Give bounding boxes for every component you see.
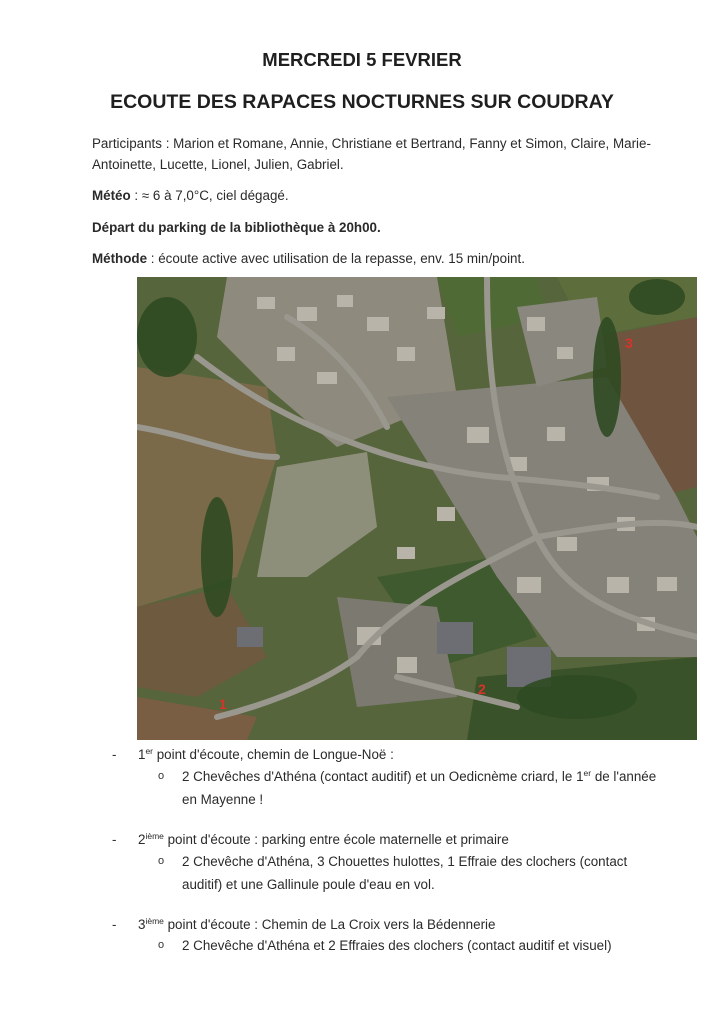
point-1-title: 1er point d'écoute, chemin de Longue-Noë :: [138, 746, 394, 762]
report-date: MERCREDI 5 FEVRIER: [262, 49, 462, 70]
meteo-paragraph: [92, 185, 672, 206]
meteo-label: Météo: [92, 188, 131, 203]
list-dash-1: -: [112, 747, 117, 762]
methode-paragraph: [92, 248, 672, 269]
list-circle-1: o: [158, 770, 165, 782]
map-marker-3: 3: [625, 335, 633, 351]
participants-label: Participants: [92, 136, 162, 151]
point-3-detail: 2 Chevêche d'Athéna et 2 Effraies des clochers (contact auditif et visuel): [182, 938, 612, 953]
depart-paragraph: Départ du parking de la bibliothèque à 20h00.: [92, 220, 381, 235]
methode-label: Méthode: [92, 251, 148, 266]
map-marker-2: 2: [478, 681, 486, 697]
meteo-text: : ≈ 6 à 7,0°C, ciel dégagé.: [130, 188, 289, 203]
point-2-title: 2ième point d'écoute : parking entre école maternelle et primaire: [138, 831, 509, 847]
point-2-detail: 2 Chevêche d'Athéna, 3 Chouettes hulottes, 1 Effraie des clochers (contact auditif) et une Gallinule poule d'eau en vol.: [182, 854, 628, 892]
list-circle-2: o: [158, 855, 165, 867]
report-title: ECOUTE DES RAPACES NOCTURNES SUR COUDRAY: [110, 91, 614, 113]
point-1-detail: 2 Chevêches d'Athéna (contact auditif) et un Oedicnème criard, le 1er de l'année en Mayenne !: [182, 768, 657, 807]
point-3-title: 3ième point d'écoute : Chemin de La Croix vers la Bédennerie: [138, 916, 496, 932]
list-circle-3: o: [158, 939, 165, 951]
methode-text: : écoute active avec utilisation de la repasse, env. 15 min/point.: [147, 251, 525, 266]
list-dash-3: -: [112, 917, 117, 932]
participants-paragraph: [92, 133, 672, 175]
aerial-map-image: [137, 277, 697, 740]
list-dash-2: -: [112, 832, 117, 847]
map-marker-1: 1: [219, 696, 227, 712]
participants-text: : Marion et Romane, Annie, Christiane et Bertrand, Fanny et Simon, Claire, Marie-Antoinette, Lucette, Lionel, Julien, Gabriel.: [92, 136, 651, 172]
